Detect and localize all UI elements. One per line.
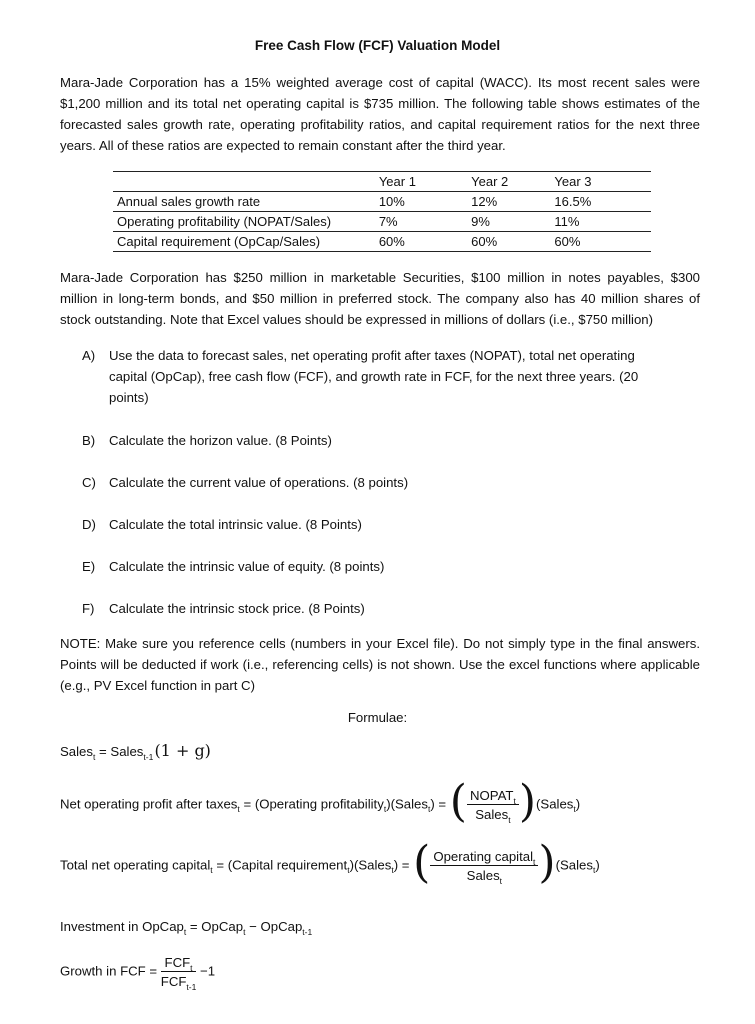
table-cell: 9% [467, 212, 550, 232]
securities-paragraph: Mara-Jade Corporation has $250 million in marketable Securities, $100 million in notes payables, $300 million in long-term bonds, and $50 million in preferred stock. The company also has 40 million shares of stock outstanding. Note that Excel values should be expressed in millions of dollars (i.e., $750 million) [60, 270, 700, 327]
fraction-denominator: Sales [466, 868, 500, 883]
fraction-denominator: FCF [160, 974, 187, 989]
formula-sales [60, 741, 211, 760]
question-letter: F) [82, 601, 95, 616]
question-letter: B) [82, 433, 96, 448]
formula-text: (Capital requirement [227, 857, 348, 873]
question-letter: A) [82, 348, 96, 363]
table-cell: 16.5% [550, 192, 651, 212]
formula-text: Sales [559, 857, 593, 873]
note-paragraph: NOTE: Make sure you reference cells (numbers in your Excel file). Do not simply type in the final answers. Points will be deducted if work (i.e., referencing cells) is not shown. Use the excel functions where applicable (e.g., PV Excel function in part C) [60, 636, 700, 693]
formula-investment: Investment in OpCap$_t$ = OpCap$_t$ − OpCap$_{t-1}$ [60, 919, 313, 937]
table-cell: Capital requirement (OpCap/Sales) [113, 232, 375, 252]
formula-text: −1 [200, 963, 216, 979]
formula-text: Growth in FCF = [60, 963, 161, 979]
formula-text: Total net operating capital [60, 857, 211, 873]
table-row [113, 212, 651, 232]
formula-text: OpCap [260, 919, 303, 934]
table-header-cell: Year 3 [550, 172, 651, 192]
table-cell: 60% [467, 232, 550, 252]
ratios-table [113, 171, 651, 252]
opcap-fraction: $\frac{Operating capital_t}{Sales_t}$ [430, 849, 538, 883]
question-text: Use the data to forecast sales, net operating profit after taxes (NOPAT), total net operating capital (OpCap), free cash flow (FCF), and growth rate in FCF, for the next three years. (20 points) [109, 348, 639, 405]
table-cell: 7% [375, 212, 467, 232]
formula-text: Investment in OpCap [60, 919, 184, 934]
question-letter: D) [82, 517, 96, 532]
formula-opcap: Total net operating capital$_t$ = (Capital requirement$_t$)(Sales$_t$) = ( $\frac{Operating capital_t}{Sales_t}$ )(Sales$_t$) [60, 837, 600, 888]
question-text: Calculate the intrinsic value of equity. (8 points) [109, 559, 385, 574]
question-letter: E) [82, 559, 96, 574]
formula-text: OpCap [201, 919, 244, 934]
formula-text: Sales [540, 796, 574, 812]
table-header-row [113, 172, 651, 192]
question-text: Calculate the total intrinsic value. (8 Points) [109, 517, 362, 532]
table-row [113, 192, 651, 212]
table-header-cell: Year 1 [375, 172, 467, 192]
formula-text: Net operating profit after taxes [60, 796, 238, 812]
formulae-heading: Formulae: [347, 710, 408, 725]
table-header-cell [113, 172, 375, 192]
table-cell: 10% [375, 192, 467, 212]
question-text: Calculate the intrinsic stock price. (8 Points) [109, 601, 365, 616]
question-text: Calculate the horizon value. (8 Points) [109, 433, 332, 448]
table-cell: 11% [550, 212, 651, 232]
nopat-fraction: $\frac{NOPAT_t}{Sales_t}$ [467, 788, 519, 822]
formula-text: Sales [395, 796, 428, 812]
formula-text: (Operating profitability [254, 796, 384, 812]
table-cell: 12% [467, 192, 550, 212]
formula-growth [60, 955, 216, 992]
question-letter: C) [82, 475, 96, 490]
fraction-denominator: Sales [475, 807, 509, 822]
formula-nopat: Net operating profit after taxes$_t$ = (Operating profitability$_t$)(Sales$_t$) = ( $\frac{NOPAT_t}{Sales_t}$ )(Sales$_t$) [60, 776, 581, 827]
fraction-numerator: FCF [164, 955, 191, 970]
fraction-numerator: Operating capital [433, 849, 534, 864]
formula-text: = [95, 744, 111, 759]
table-row [113, 232, 651, 252]
formula-text: Sales [358, 857, 392, 873]
page-title: Free Cash Flow (FCF) Valuation Model [254, 38, 501, 53]
growth-fraction: $\frac{FCF_t}{FCF_{t-1}}$ [160, 955, 197, 992]
formula-text: Sales [110, 744, 144, 759]
table-cell: Operating profitability (NOPAT/Sales) [113, 212, 375, 232]
table-header-cell: Year 2 [467, 172, 550, 192]
question-text: Calculate the current value of operations. (8 points) [109, 475, 409, 490]
subscript: t [93, 752, 96, 762]
subscript: t-1 [143, 752, 154, 762]
fraction-numerator: NOPAT [469, 788, 514, 803]
formula-text: (1 + g) [154, 741, 211, 760]
formula-text: Sales [60, 744, 93, 759]
table-cell: 60% [550, 232, 651, 252]
intro-paragraph: Mara-Jade Corporation has a 15% weighted average cost of capital (WACC). Its most recent sales were $1,200 million and its total net operating capital is $735 million. The following table shows estimates of the forecasted sales growth rate, operating profitability ratios, and capital requirement ratios for the next three years. All of these ratios are expected to remain constant after the third year. [60, 75, 700, 153]
table-cell: 60% [375, 232, 467, 252]
table-cell: Annual sales growth rate [113, 192, 375, 212]
